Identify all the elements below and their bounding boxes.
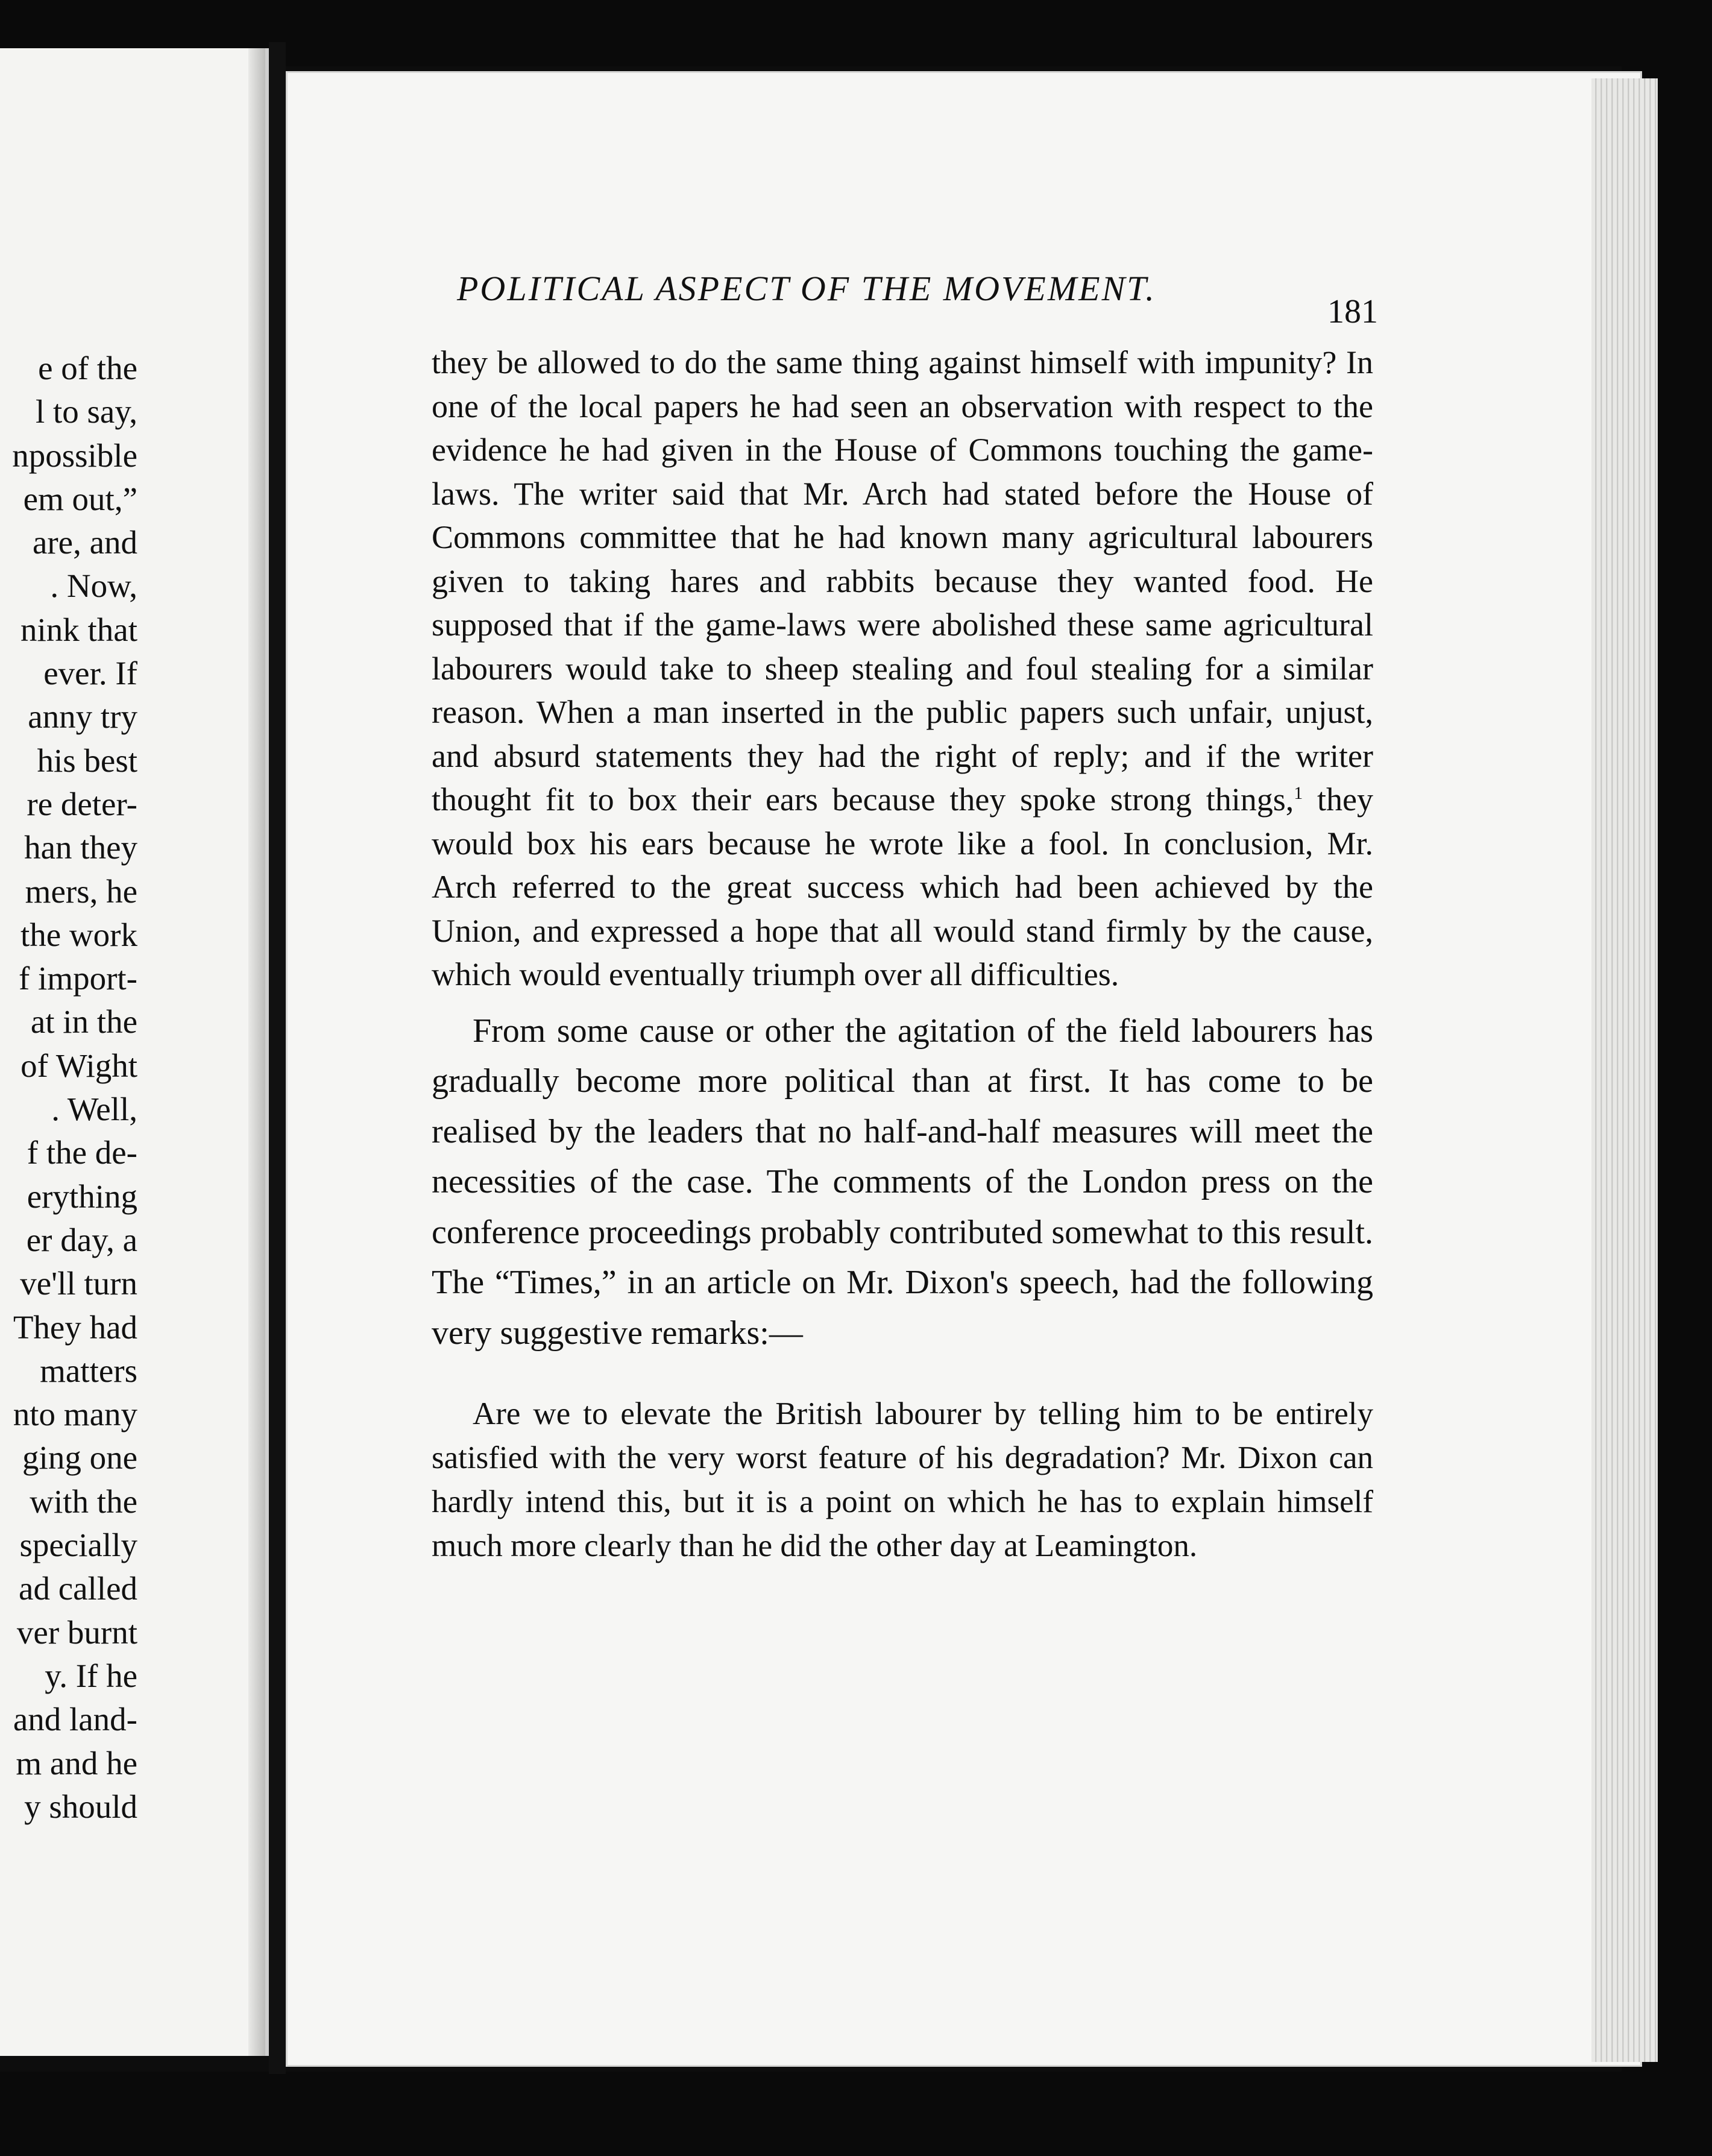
left-page-line: and land- [13,1701,137,1738]
left-page-line: y. If he [45,1657,137,1694]
left-page-line: erything [27,1177,137,1215]
left-page-line: his best [37,742,137,779]
left-page-line: e of the [38,350,137,386]
paragraph-political-agitation: From some cause or other the agitation of the field labourers has gradually become more political than at first. It has come to be realised by the leaders that no half-and-half measures will meet the necessities of the case. The comments of the London press on the conference proceedings probably contributed somewhat to this result. The “Times,” in an article on Mr. Dixon's speech, had the following very suggestive remarks:— [432,1012,1373,1352]
footnote-marker: 1 [1294,783,1303,803]
left-page-edge [248,48,265,2056]
left-page-line: y should [24,1788,137,1825]
left-page-line: npossible [12,437,137,474]
left-page-line: anny try [28,698,137,736]
paragraph-1-text-a: they be allowed to do the same thing against himself with impunity? In one of the local papers he had seen an observation with respect to the evidence he had given in the House of Commons touching the game-laws. The writer said that Mr. Arch had stated before the House of Commons committee that he had known many agricultural labourers given to taking hares and rabbits because they wanted food. He supposed that if the game-laws were abolished these same agricultural labourers would take to sheep stealing and foul stealing for a similar reason. When a man inserted in the public papers such unfair, unjust, and absurd statements they had the right of reply; and if the writer thought fit to box their ears because they spoke strong things, [432,344,1373,818]
paragraph-1-text-b: they would box his ears because he wrote like a fool. In conclusion, Mr. Arch referred to the great success which had been achieved by the Union, and expressed a hope that all would stand firmly by the cause, which would eventually triumph over all difficulties. [432,781,1373,992]
left-page-line: ad called [19,1570,137,1607]
left-page-line: with the [30,1483,137,1520]
left-page-line: They had [13,1308,137,1346]
running-head: POLITICAL ASPECT OF THE MOVEMENT. [457,269,1156,308]
left-page-line: er day, a [26,1221,137,1258]
left-page-line: matters [40,1352,137,1389]
left-page-line: em out,” [23,480,137,517]
left-page-line: nto many [13,1396,137,1433]
left-page-line: of Wight [20,1047,137,1084]
left-page-line: nink that [20,611,137,648]
left-page-line: re deter- [27,785,137,822]
left-page-line: are, and [32,524,137,561]
left-page-line: mers, he [25,872,137,910]
body-text [432,341,1373,1600]
page-block-edges [1591,78,1658,2062]
left-page-line: f the de- [27,1134,137,1171]
left-page-line: the work [20,916,137,953]
left-page-text [12,347,137,1829]
left-page-line: l to say, [35,393,137,430]
page-number: 181 [1327,293,1378,330]
left-page-line: at in the [30,1003,137,1041]
left-page-line: ve'll turn [20,1265,137,1302]
left-page-line: m and he [16,1744,137,1782]
left-page-line: . Now, [50,567,137,605]
left-page-line: ging one [22,1439,137,1477]
left-page-line: f import- [18,960,137,997]
left-page-line: . Well, [51,1091,137,1128]
times-quotation: Are we to elevate the British labourer by telling him to be entirely satisfied with the very worst feature of his degradation? Mr. Dixon can hardly intend this, but it is a point on which he has to explain himself much more clearly than he did the other day at Leamington. [432,1396,1373,1563]
left-page-line: ever. If [43,655,137,692]
left-page-line: han they [24,829,137,866]
scan-frame-bottom [0,2072,1712,2156]
paragraph-continued [432,341,1373,997]
left-page-line: specially [19,1527,137,1564]
book-gutter [269,42,286,2074]
left-facing-page [0,48,269,2056]
left-page-line: ver burnt [16,1613,137,1651]
